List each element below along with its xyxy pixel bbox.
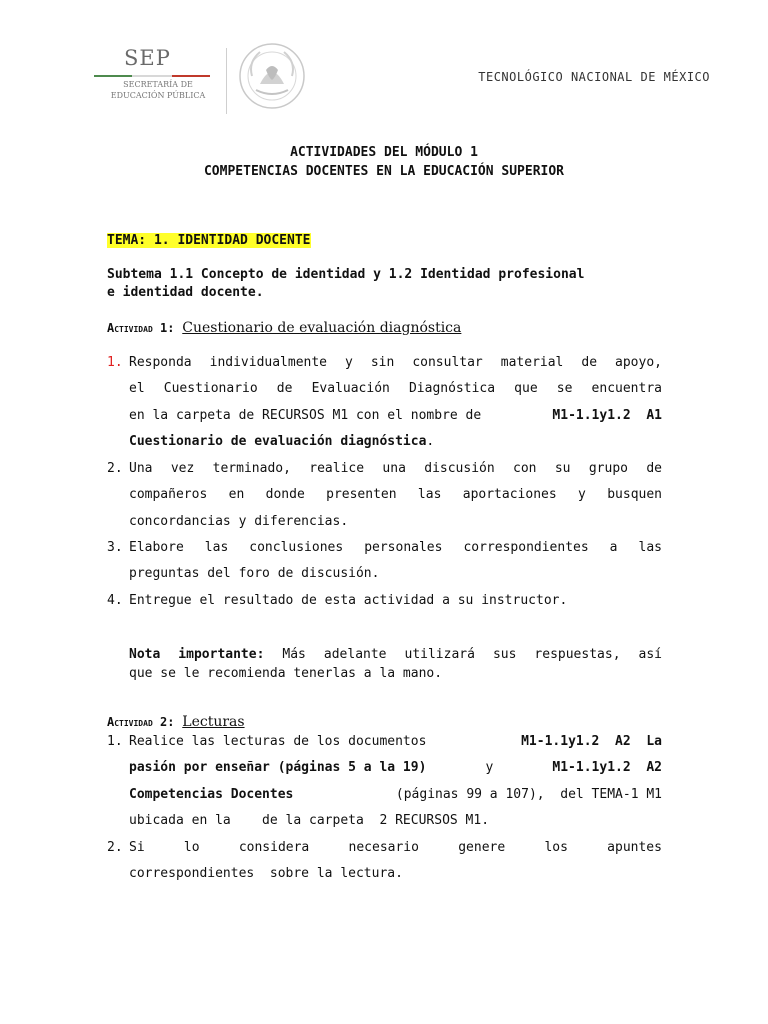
item-line: Cuestionario de evaluación diagnóstica.	[129, 434, 435, 450]
file-reference: Competencias Docentes	[129, 786, 294, 802]
subtema-line2: e identidad docente.	[107, 285, 264, 300]
list-number: 3.	[107, 540, 123, 555]
item-line	[129, 403, 662, 429]
actividad1-label: Actividad 1:	[107, 321, 175, 335]
file-reference: pasión por enseñar (páginas 5 a la 19)	[129, 760, 427, 776]
mexico-seal-icon	[238, 40, 306, 112]
note-text: que se le recomienda tenerlas a la mano.	[129, 666, 443, 681]
document-title-line2: COMPETENCIAS DOCENTES EN LA EDUCACIÓN SUPERIOR	[203, 164, 565, 179]
tema-highlight: TEMA: 1. IDENTIDAD DOCENTE	[107, 233, 311, 248]
item-text: Realice las lecturas de los documentos	[129, 734, 427, 749]
file-reference: M1-1.1y1.2 A2 La	[521, 734, 662, 749]
actividad2-label: Actividad 2:	[107, 715, 175, 729]
item-line: concordancias y diferencias.	[129, 513, 349, 529]
sep-logo	[94, 46, 212, 106]
list-number: 2.	[107, 461, 123, 476]
item-line: ubicada en la de la carpeta 2 RECURSOS M1.	[129, 813, 490, 829]
item-line: preguntas del foro de discusión.	[129, 566, 380, 582]
item-line	[129, 755, 662, 781]
item-line: correspondientes sobre la lectura.	[129, 866, 403, 882]
actividad2-heading	[107, 714, 245, 730]
sep-logo-stripe	[94, 75, 210, 77]
file-reference: Cuestionario de evaluación diagnóstica	[129, 434, 427, 450]
tema-heading	[107, 233, 311, 248]
item-line: Responda individualmente y sin consultar material de apoyo,	[129, 355, 662, 370]
item-line	[129, 729, 662, 755]
item-line: Si lo considera necesario genere los apuntes	[129, 840, 662, 855]
actividad1-heading	[107, 320, 461, 336]
item-text: en la carpeta de RECURSOS M1 con el nombre de	[129, 407, 482, 423]
sep-logo-subtitle: SECRETARÍA DE EDUCACIÓN PÚBLICA	[110, 80, 206, 100]
note-text: Más adelante utilizará sus respuestas, así	[264, 647, 662, 662]
item-line: Una vez terminado, realice una discusión con su grupo de	[129, 461, 662, 476]
list-number: 1.	[107, 355, 123, 370]
item-line: Elabore las conclusiones personales correspondientes a las	[129, 540, 662, 555]
actividad1-title: Cuestionario de evaluación diagnóstica	[182, 320, 462, 336]
item-line	[129, 782, 662, 808]
note-label: Nota importante:	[129, 647, 265, 662]
item-text: y	[477, 760, 502, 776]
header-divider	[226, 48, 227, 114]
important-note	[129, 645, 662, 683]
sep-logo-text: SEP	[124, 46, 171, 70]
list-number: 2.	[107, 840, 123, 855]
item-line: el Cuestionario de Evaluación Diagnóstica que se encuentra	[129, 381, 662, 397]
institution-name: TECNOLÓGICO NACIONAL DE MÉXICO	[478, 70, 710, 84]
item-text: (páginas 99 a 107), del TEMA-1 M1	[388, 786, 662, 802]
document-title-line1: ACTIVIDADES DEL MÓDULO 1	[290, 145, 478, 160]
item-line: Entregue el resultado de esta actividad a su instructor.	[129, 593, 568, 608]
list-number: 1.	[107, 734, 123, 749]
item-line: compañeros en donde presenten las aportaciones y busquen	[129, 487, 662, 503]
list-number: 4.	[107, 593, 123, 608]
actividad2-title: Lecturas	[182, 714, 245, 730]
file-reference: M1-1.1y1.2 A1	[552, 407, 662, 423]
file-reference: M1-1.1y1.2 A2	[552, 760, 662, 776]
subtema-line1: Subtema 1.1 Concepto de identidad y 1.2 Identidad profesional	[107, 267, 585, 282]
